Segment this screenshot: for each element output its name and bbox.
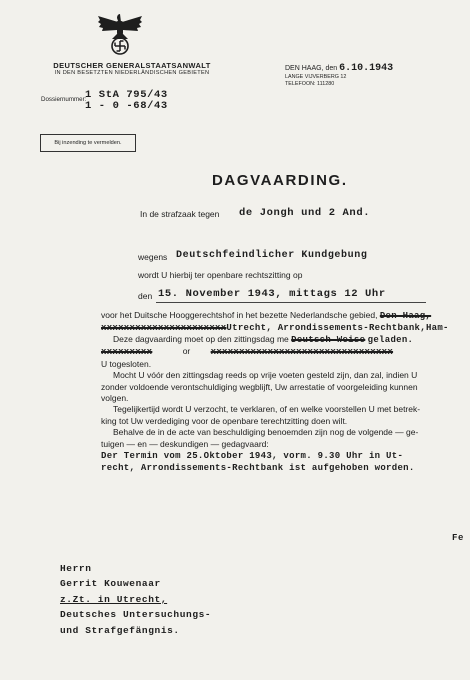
struck-text: Deutsch Weise: [291, 335, 366, 346]
charge-text: Deutschfeindlicher Kundgebung: [176, 250, 368, 261]
paragraph-3-line-2: tuigen — en — deskundigen — gedagvaard:: [101, 438, 269, 449]
agency-name: DEUTSCHER GENERALSTAATSANWALT: [53, 61, 211, 70]
struck-text: xxxxxxxxx: [101, 347, 153, 358]
recipient-salutation: Herrn: [60, 563, 92, 574]
defendant-name: de Jongh und 2 And.: [239, 207, 371, 219]
hearing-date: 15. November 1943, mittags 12 Uhr: [158, 288, 386, 300]
agency-subtitle: IN DEN BESETZTEN NIEDERLÄNDISCHEN GEBIETEN: [54, 70, 210, 76]
address-phone: TELEFOON: 111280: [285, 80, 335, 87]
dossier-number-line1: 1 StA 795/43: [85, 89, 168, 101]
reference-notice-box: Bij inzending te vermelden.: [40, 134, 136, 152]
summoned-text: geladen.: [367, 335, 414, 346]
margin-note: Fe: [452, 533, 465, 543]
agency-block: [42, 61, 222, 77]
typed-note-line-1: Der Termin vom 25.Oktober 1943, vorm. 9.30 Uhr in Ut-: [101, 451, 404, 462]
recipient-institution-2: und Strafgefängnis.: [60, 624, 180, 636]
document-title: DAGVAARDING.: [212, 172, 348, 189]
document-date: 6.10.1943: [339, 63, 394, 74]
paragraph-1-line-3: volgen.: [101, 392, 129, 403]
instruction-text: Deze dagvaarding moet op den zittingsdag me: [113, 334, 289, 345]
paragraph-1-line-2: zonder voldoende verontschuldiging wegblijft, Uw arrestatie of voorgeleiding kunnen: [101, 381, 418, 392]
paragraph-2-line-2: king tot Uw verdediging voor de openbare terechtzitting doen wilt.: [101, 415, 348, 426]
eagle-emblem-icon: [97, 10, 143, 56]
court-line-5: U togesloten.: [101, 358, 152, 369]
address-street: LANGE VIJVERBERG 12: [285, 74, 347, 80]
case-intro: In de strafzaak tegen: [140, 209, 220, 219]
recipient-address: [60, 561, 211, 638]
dossier-number-line2: 1 - 0 -68/43: [85, 100, 168, 113]
paragraph-3-line-1: Behalve de in de acte van beschuldiging benoemden zijn nog de volgende — ge-: [113, 427, 419, 438]
struck-text: Den Haag,: [379, 311, 432, 321]
court-line-3: [101, 334, 451, 346]
court-printed-text: voor het Duitsche Hooggerechtshof in het bezette Nederlandsche gebied,: [101, 310, 378, 320]
court-line-4: [101, 346, 451, 358]
court-line-1: [101, 310, 451, 322]
hearing-date-underline: [156, 302, 426, 303]
struck-text: xxxxxxxxxxxxxxxxxxxxxxxxxxxxxxxx: [210, 347, 394, 358]
place-prefix: DEN HAAG, den: [285, 65, 338, 72]
charge-prefix: wegens: [138, 252, 168, 262]
dossier-number: [85, 90, 168, 112]
summons-text: wordt U hierbij ter openbare rechtszitting op: [138, 270, 303, 280]
summons-body: [101, 310, 451, 475]
typed-note-line-2: recht, Arrondissements-Rechtbank ist aufgehoben worden.: [101, 463, 415, 474]
court-typed-text: Utrecht, Arrondissements-Rechtbank,Ham-: [226, 323, 449, 334]
date-prefix: den: [138, 291, 153, 301]
paragraph-2-line-1: Tegelijkertijd wordt U verzocht, te verklaren, of en welke voorstellen U met betrek-: [113, 404, 421, 415]
dossier-label: Dossiernummer:: [41, 96, 87, 103]
court-line-2: [101, 322, 451, 334]
address-block: [285, 74, 346, 88]
recipient-institution-1: Deutsches Untersuchungs-: [60, 609, 212, 621]
recipient-name: Gerrit Kouwenaar: [60, 578, 161, 590]
partial-text: or: [182, 346, 191, 357]
place-date: [285, 63, 393, 74]
recipient-location: z.Zt. in Utrecht,: [60, 593, 168, 605]
paragraph-1-line-1: Mocht U vóór den zittingsdag reeds op vrije voeten gesteld zijn, dan zal, indien U: [113, 370, 418, 381]
struck-text: xxxxxxxxxxxxxxxxxxxxxx: [101, 323, 227, 334]
